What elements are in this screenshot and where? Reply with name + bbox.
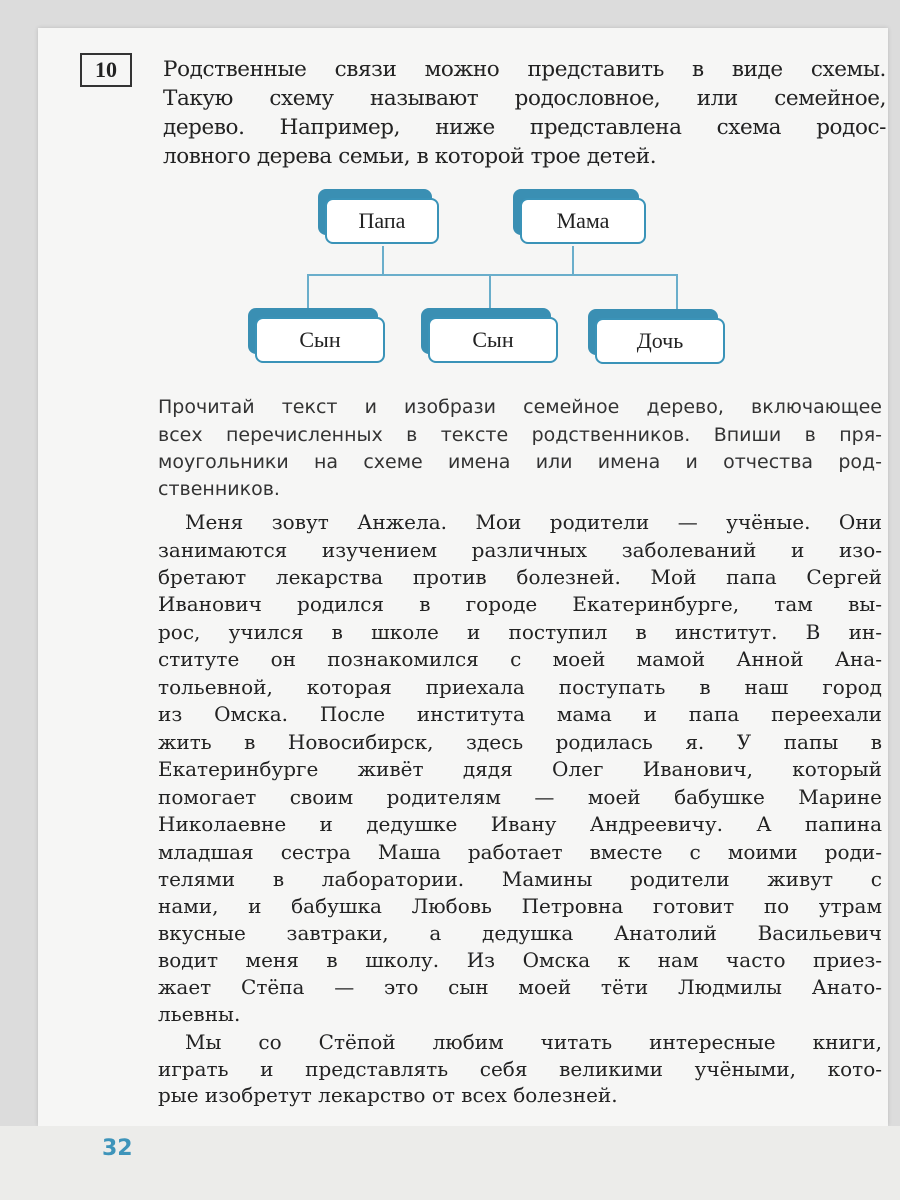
tree-node-son: Сын bbox=[255, 317, 385, 363]
story-line: рые изобретут лекарство от всех болезней. bbox=[158, 1083, 618, 1107]
instruction-line: моугольники на схеме имена или имена и отчества род- bbox=[158, 451, 882, 473]
tree-node-daughter: Дочь bbox=[595, 318, 725, 364]
story-line: нами, и бабушка Любовь Петровна готовит по утрам bbox=[158, 894, 882, 918]
story-line: из Омска. После института мама и папа переехали bbox=[158, 702, 882, 726]
page-number: 32 bbox=[102, 1136, 133, 1161]
story-line: водит меня в школу. Из Омска к нам часто приез- bbox=[158, 948, 882, 972]
story-line: помогает своим родителям — моей бабушке Марине bbox=[158, 785, 882, 809]
story-line: Мы со Стёпой любим читать интересные книги, bbox=[185, 1030, 882, 1054]
instruction-line: Прочитай текст и изобрази семейное дерево, включающее bbox=[158, 396, 882, 418]
story-line: Меня зовут Анжела. Мои родители — учёные. Они bbox=[185, 510, 882, 534]
tree-node-mama: Мама bbox=[520, 198, 646, 244]
story-line: младшая сестра Маша работает вместе с моими роди- bbox=[158, 840, 882, 864]
intro-line: Родственные связи можно представить в виде схемы. bbox=[163, 57, 886, 82]
instruction-line: всех перечисленных в тексте родственников. Впиши в пря- bbox=[158, 424, 882, 446]
story-line: Иванович родился в городе Екатеринбурге, там вы- bbox=[158, 592, 882, 616]
story-line: рос, учился в школе и поступил в институт. В ин- bbox=[158, 620, 882, 644]
story-line: жает Стёпа — это сын моей тёти Людмилы Анато- bbox=[158, 975, 882, 999]
story-line: Екатеринбурге живёт дядя Олег Иванович, который bbox=[158, 757, 882, 781]
story-line: бретают лекарства против болезней. Мой папа Сергей bbox=[158, 565, 882, 589]
story-line: телями в лаборатории. Мамины родители живут с bbox=[158, 867, 882, 891]
story-line: жить в Новосибирск, здесь родилась я. У папы в bbox=[158, 730, 882, 754]
intro-line: дерево. Например, ниже представлена схема родос- bbox=[163, 115, 886, 140]
tree-node-papa: Папа bbox=[325, 198, 439, 244]
story-line: Николаевне и дедушке Ивану Андреевичу. А папина bbox=[158, 812, 882, 836]
intro-line: ловного дерева семьи, в которой трое детей. bbox=[163, 144, 657, 169]
intro-line: Такую схему называют родословное, или семейное, bbox=[163, 86, 886, 111]
page-margin bbox=[0, 1126, 900, 1200]
instruction-line: ственников. bbox=[158, 478, 280, 500]
story-line: ституте он познакомился с моей мамой Анной Ана- bbox=[158, 647, 882, 671]
story-line: льевны. bbox=[158, 1002, 241, 1026]
story-line: тольевной, которая приехала поступать в наш город bbox=[158, 675, 882, 699]
story-line: занимаются изучением различных заболеваний и изо- bbox=[158, 538, 882, 562]
tree-node-son: Сын bbox=[428, 317, 558, 363]
story-line: играть и представлять себя великими учёными, кото- bbox=[158, 1057, 882, 1081]
task-number: 10 bbox=[80, 53, 132, 87]
story-line: вкусные завтраки, а дедушка Анатолий Васильевич bbox=[158, 921, 882, 945]
